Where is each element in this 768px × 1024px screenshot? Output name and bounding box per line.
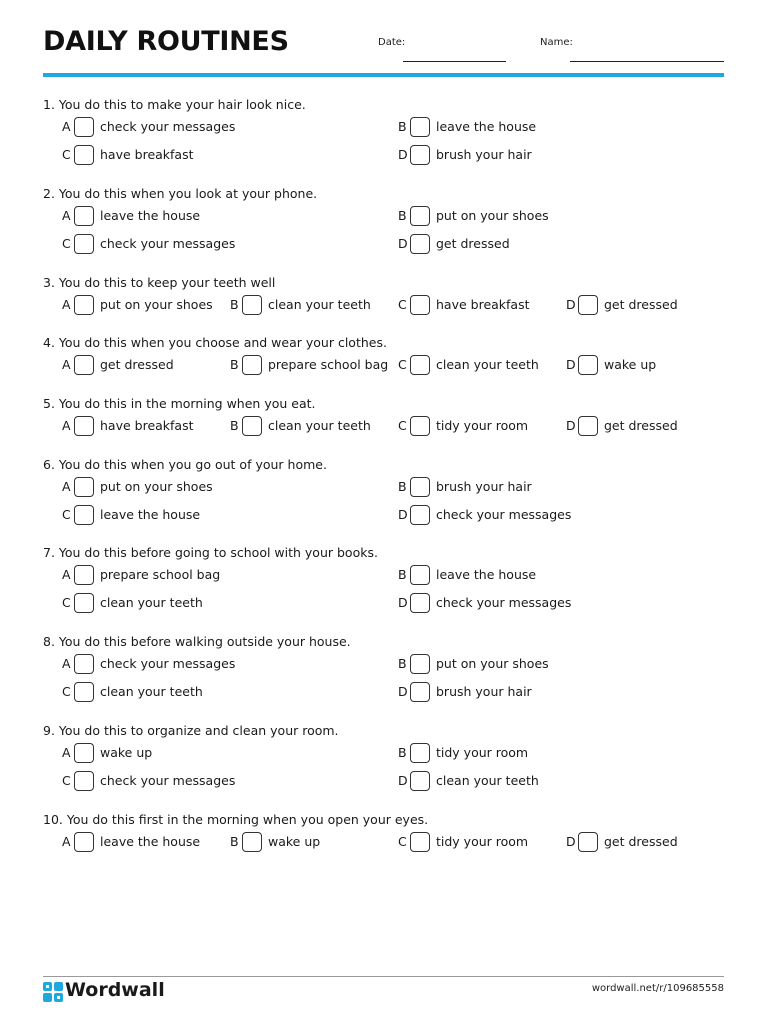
option-letter: B	[230, 418, 239, 433]
option-label: brush your hair	[436, 147, 532, 162]
option-label: clean your teeth	[436, 357, 539, 372]
option-letter: C	[398, 357, 407, 372]
answer-checkbox[interactable]	[74, 355, 94, 375]
page-title: DAILY ROUTINES	[43, 26, 289, 57]
option-letter: D	[398, 507, 408, 522]
option-letter: B	[398, 745, 407, 760]
option-letter: D	[398, 773, 408, 788]
question-text: 3. You do this to keep your teeth well	[43, 275, 276, 290]
option-letter: D	[398, 684, 408, 699]
answer-checkbox[interactable]	[578, 832, 598, 852]
option-letter: C	[62, 684, 71, 699]
answer-checkbox[interactable]	[410, 145, 430, 165]
date-label: Date:	[378, 37, 406, 48]
option-label: wake up	[268, 834, 321, 849]
option-label: clean your teeth	[100, 684, 203, 699]
answer-checkbox[interactable]	[242, 355, 262, 375]
option-letter: D	[566, 418, 576, 433]
option-letter: A	[62, 119, 71, 134]
option-letter: D	[398, 147, 408, 162]
answer-checkbox[interactable]	[410, 565, 430, 585]
option-label: leave the house	[100, 507, 201, 522]
question-text: 5. You do this in the morning when you eat.	[43, 396, 316, 411]
option-letter: B	[398, 208, 407, 223]
answer-checkbox[interactable]	[410, 355, 430, 375]
answer-checkbox[interactable]	[410, 743, 430, 763]
option-letter: C	[62, 773, 71, 788]
option-letter: B	[398, 567, 407, 582]
answer-checkbox[interactable]	[74, 117, 94, 137]
option-label: have breakfast	[100, 418, 194, 433]
answer-checkbox[interactable]	[242, 416, 262, 436]
answer-checkbox[interactable]	[410, 654, 430, 674]
option-letter: A	[62, 357, 71, 372]
option-label: clean your teeth	[268, 418, 371, 433]
question-text: 10. You do this first in the morning when you open your eyes.	[43, 812, 429, 827]
answer-checkbox[interactable]	[242, 295, 262, 315]
option-label: get dressed	[604, 297, 678, 312]
option-label: get dressed	[604, 834, 678, 849]
option-label: have breakfast	[100, 147, 194, 162]
option-label: clean your teeth	[436, 773, 539, 788]
option-letter: C	[62, 236, 71, 251]
activity-url[interactable]: wordwall.net/r/109685558	[591, 983, 724, 994]
answer-checkbox[interactable]	[74, 234, 94, 254]
option-letter: B	[230, 297, 239, 312]
answer-checkbox[interactable]	[74, 565, 94, 585]
answer-checkbox[interactable]	[74, 206, 94, 226]
option-letter: D	[566, 297, 576, 312]
answer-checkbox[interactable]	[242, 832, 262, 852]
option-letter: C	[398, 297, 407, 312]
option-letter: A	[62, 567, 71, 582]
option-letter: B	[398, 479, 407, 494]
option-letter: A	[62, 834, 71, 849]
option-letter: B	[230, 834, 239, 849]
answer-checkbox[interactable]	[410, 771, 430, 791]
answer-checkbox[interactable]	[74, 682, 94, 702]
option-letter: D	[566, 834, 576, 849]
wordwall-logo-icon	[43, 982, 63, 1002]
option-label: tidy your room	[436, 745, 529, 760]
option-label: prepare school bag	[100, 567, 221, 582]
answer-checkbox[interactable]	[578, 295, 598, 315]
option-letter: A	[62, 297, 71, 312]
option-letter: A	[62, 656, 71, 671]
answer-checkbox[interactable]	[74, 654, 94, 674]
answer-checkbox[interactable]	[410, 832, 430, 852]
option-label: check your messages	[100, 236, 236, 251]
option-label: tidy your room	[436, 834, 529, 849]
answer-checkbox[interactable]	[410, 593, 430, 613]
option-letter: D	[398, 595, 408, 610]
question-text: 6. You do this when you go out of your home.	[43, 457, 327, 472]
answer-checkbox[interactable]	[74, 295, 94, 315]
option-label: check your messages	[100, 656, 236, 671]
answer-checkbox[interactable]	[410, 505, 430, 525]
answer-checkbox[interactable]	[74, 505, 94, 525]
answer-checkbox[interactable]	[410, 206, 430, 226]
option-letter: B	[398, 119, 407, 134]
question-text: 8. You do this before walking outside your house.	[43, 634, 351, 649]
option-label: clean your teeth	[268, 297, 371, 312]
name-field[interactable]	[570, 61, 724, 62]
wordwall-logo-text: Wordwall	[65, 979, 165, 1001]
option-label: prepare school bag	[268, 357, 389, 372]
answer-checkbox[interactable]	[74, 593, 94, 613]
option-label: leave the house	[436, 119, 537, 134]
option-label: get dressed	[436, 236, 510, 251]
option-label: check your messages	[100, 773, 236, 788]
option-label: brush your hair	[436, 684, 532, 699]
header-divider	[43, 73, 724, 77]
option-letter: C	[62, 147, 71, 162]
option-label: tidy your room	[436, 418, 529, 433]
option-label: get dressed	[100, 357, 174, 372]
option-letter: A	[62, 479, 71, 494]
option-letter: A	[62, 208, 71, 223]
option-label: get dressed	[604, 418, 678, 433]
option-label: leave the house	[100, 834, 201, 849]
option-letter: A	[62, 745, 71, 760]
answer-checkbox[interactable]	[74, 416, 94, 436]
question-text: 9. You do this to organize and clean your room.	[43, 723, 339, 738]
option-label: have breakfast	[436, 297, 530, 312]
option-label: check your messages	[436, 595, 572, 610]
option-letter: C	[398, 418, 407, 433]
answer-checkbox[interactable]	[74, 771, 94, 791]
option-letter: B	[230, 357, 239, 372]
answer-checkbox[interactable]	[74, 832, 94, 852]
answer-checkbox[interactable]	[74, 477, 94, 497]
answer-checkbox[interactable]	[74, 743, 94, 763]
option-label: put on your shoes	[436, 208, 549, 223]
option-label: check your messages	[436, 507, 572, 522]
answer-checkbox[interactable]	[578, 355, 598, 375]
option-label: wake up	[100, 745, 153, 760]
date-field[interactable]	[403, 61, 506, 62]
name-label: Name:	[540, 37, 573, 48]
answer-checkbox[interactable]	[410, 682, 430, 702]
option-label: put on your shoes	[100, 297, 213, 312]
answer-checkbox[interactable]	[410, 295, 430, 315]
option-label: clean your teeth	[100, 595, 203, 610]
option-letter: C	[398, 834, 407, 849]
option-letter: D	[566, 357, 576, 372]
option-label: brush your hair	[436, 479, 532, 494]
answer-checkbox[interactable]	[410, 234, 430, 254]
option-letter: C	[62, 507, 71, 522]
option-letter: B	[398, 656, 407, 671]
option-label: leave the house	[436, 567, 537, 582]
answer-checkbox[interactable]	[410, 477, 430, 497]
option-label: leave the house	[100, 208, 201, 223]
question-text: 2. You do this when you look at your phone.	[43, 186, 318, 201]
footer-divider	[43, 976, 724, 977]
answer-checkbox[interactable]	[74, 145, 94, 165]
answer-checkbox[interactable]	[410, 416, 430, 436]
question-text: 4. You do this when you choose and wear your clothes.	[43, 335, 387, 350]
option-label: put on your shoes	[436, 656, 549, 671]
answer-checkbox[interactable]	[578, 416, 598, 436]
option-label: check your messages	[100, 119, 236, 134]
answer-checkbox[interactable]	[410, 117, 430, 137]
option-letter: C	[62, 595, 71, 610]
option-label: wake up	[604, 357, 657, 372]
question-text: 7. You do this before going to school with your books.	[43, 545, 378, 560]
option-letter: A	[62, 418, 71, 433]
option-label: put on your shoes	[100, 479, 213, 494]
question-text: 1. You do this to make your hair look nice.	[43, 97, 306, 112]
option-letter: D	[398, 236, 408, 251]
